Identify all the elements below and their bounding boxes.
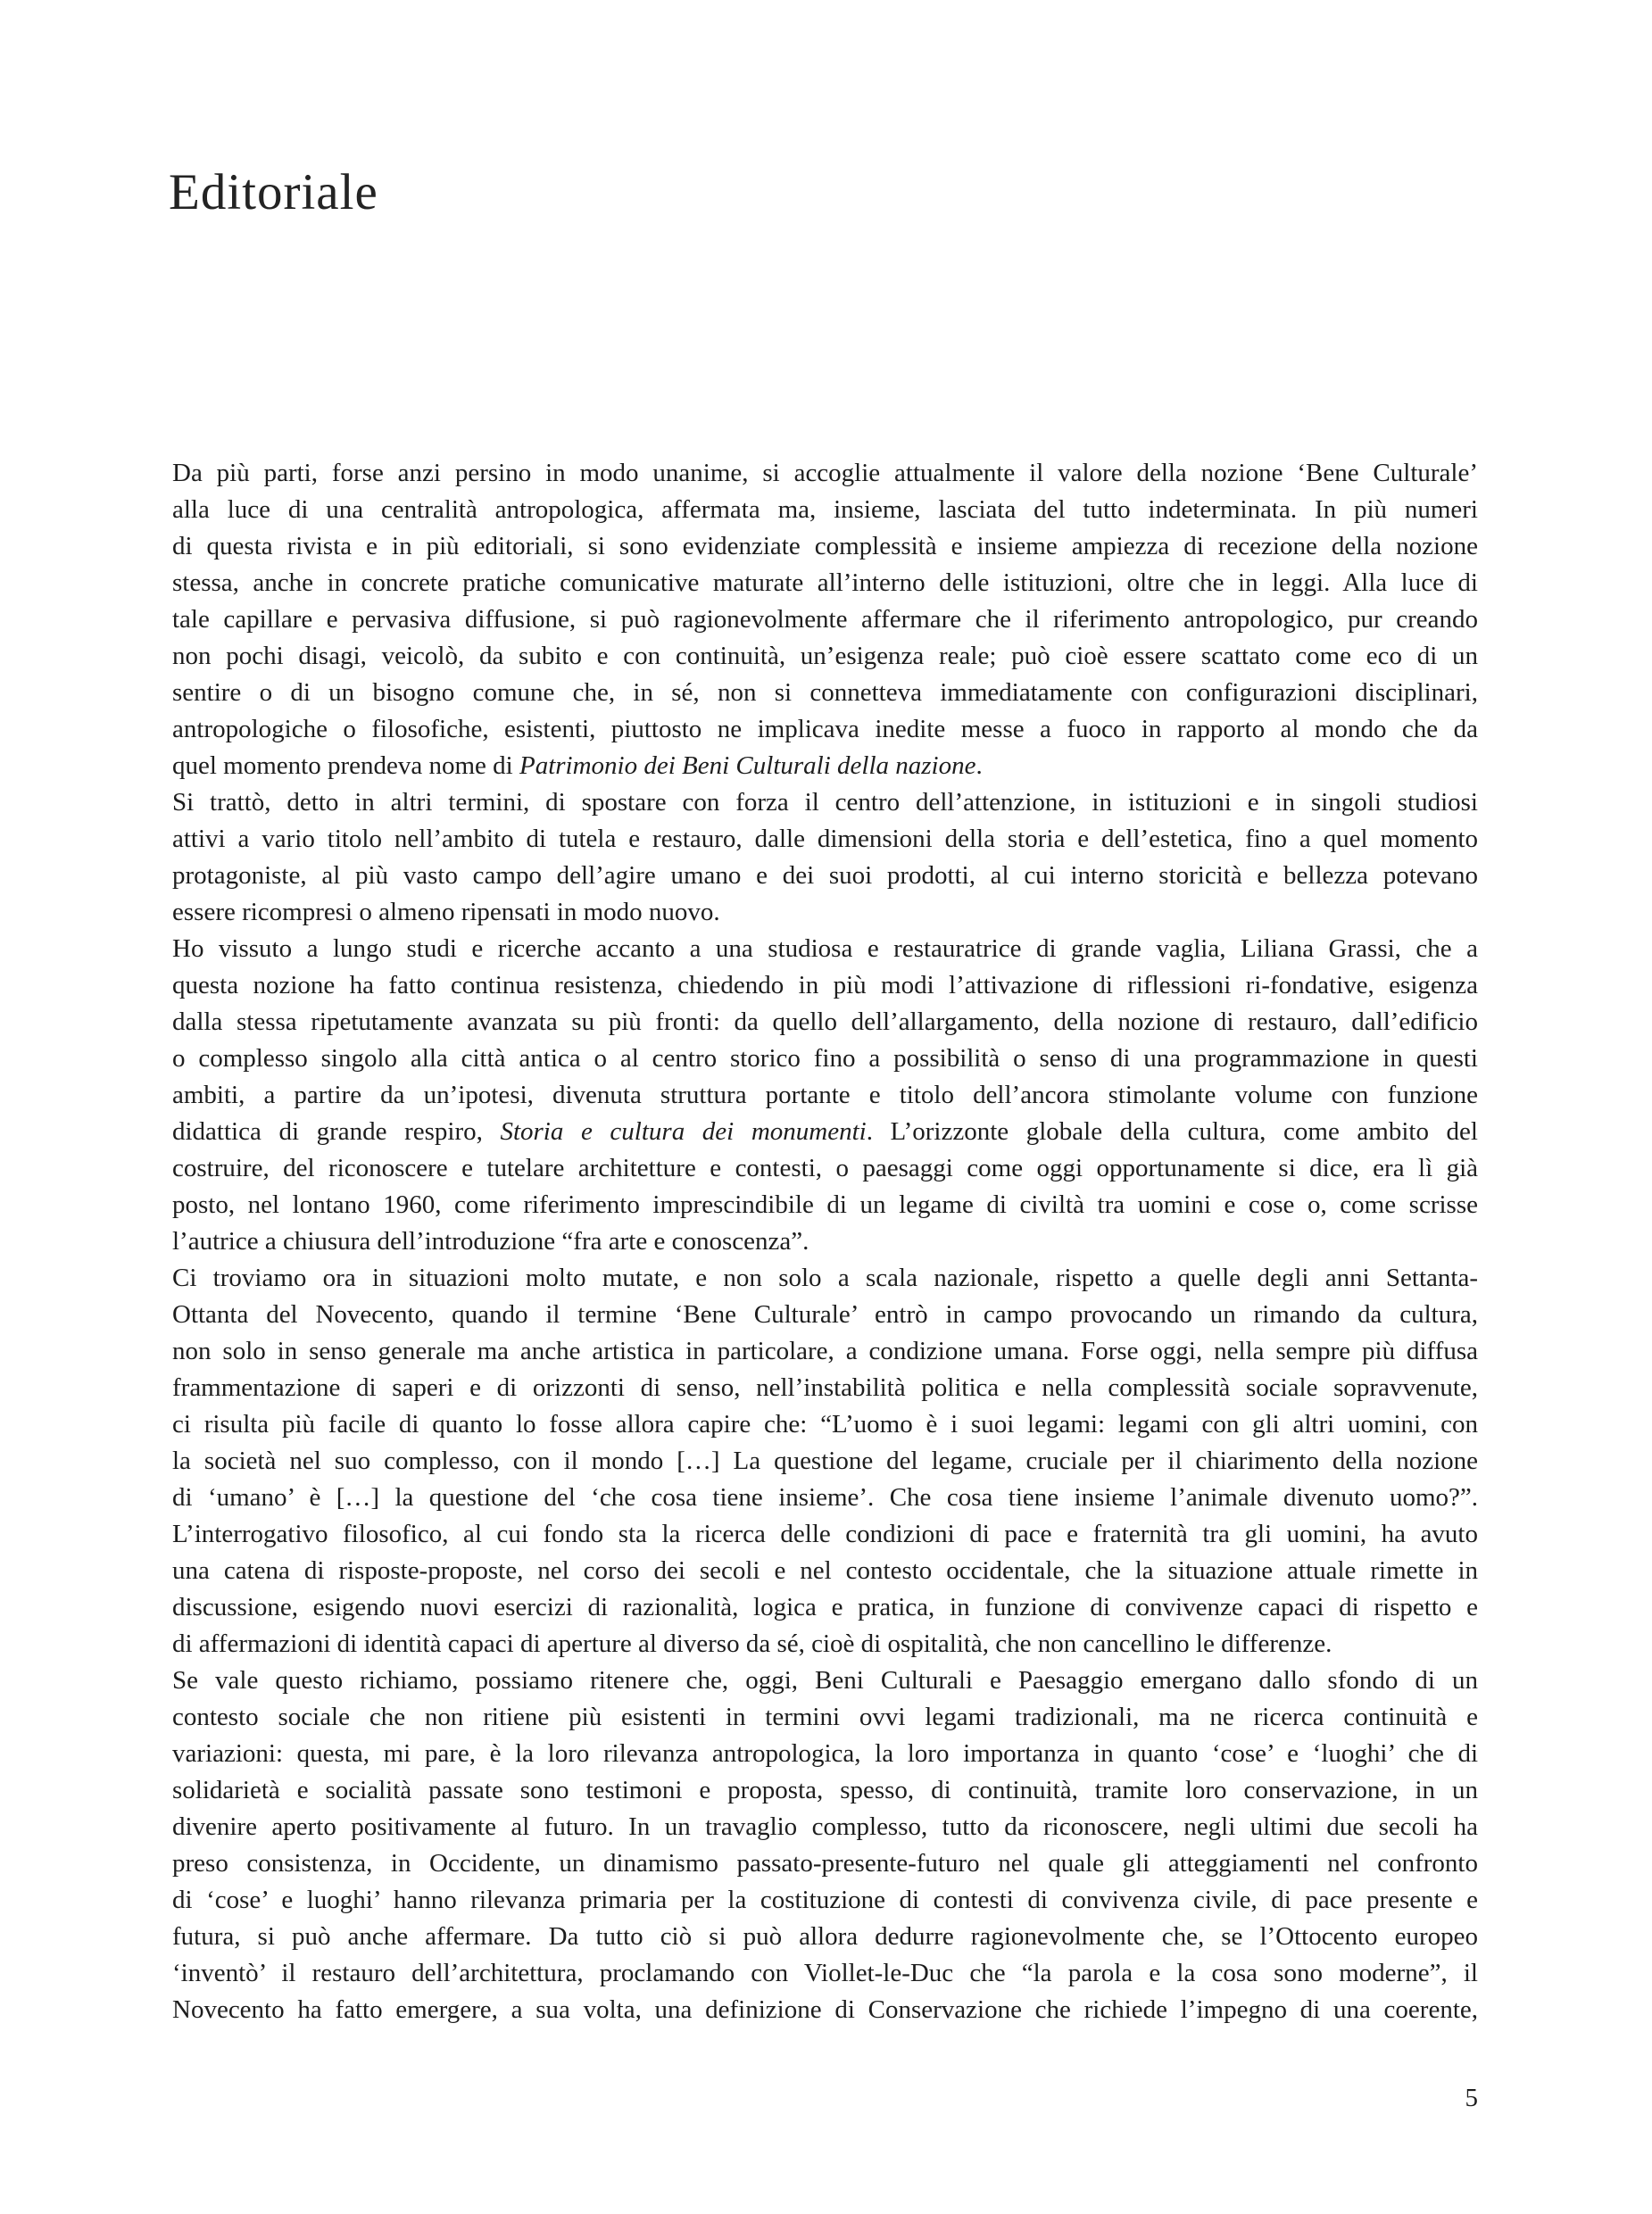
- text-line: [172, 1699, 1478, 1736]
- text-run: divenire aperto positivamente al futuro. In un travaglio complesso, tutto da riconoscere, negli ultimi due secoli ha: [172, 1812, 1478, 1841]
- text-line: [172, 748, 1478, 784]
- text-run: una catena di risposte-proposte, nel corso dei secoli e nel contesto occidentale, che la situazione attuale rimette in: [172, 1556, 1478, 1585]
- text-line: [172, 1955, 1478, 1992]
- text-run: posto, nel lontano 1960, come riferimento imprescindibile di un legame di civiltà tra uomini e cose o, come scrisse: [172, 1190, 1478, 1219]
- text-line: [172, 1992, 1478, 2028]
- text-run: dalla stessa ripetutamente avanzata su più fronti: da quello dell’allargamento, della nozione di restauro, dall’edificio: [172, 1007, 1478, 1036]
- text-run: tale capillare e pervasiva diffusione, si può ragionevolmente affermare che il riferimento antropologico, pur creando: [172, 605, 1478, 634]
- text-line: [172, 1443, 1478, 1480]
- text-line: [172, 1406, 1478, 1443]
- text-line: [172, 1736, 1478, 1772]
- page-title: Editoriale: [169, 164, 378, 220]
- text-run: preso consistenza, in Occidente, un dinamismo passato-presente-futuro nel quale gli atteggiamenti nel confronto: [172, 1849, 1478, 1878]
- text-line: [172, 1333, 1478, 1370]
- text-line: [172, 638, 1478, 675]
- text-line: [172, 1882, 1478, 1919]
- text-run: Novecento ha fatto emergere, a sua volta, una definizione di Conservazione che richiede l’impegno di una coerente,: [172, 1995, 1478, 2024]
- text-run: essere ricompresi o almeno ripensati in modo nuovo.: [172, 898, 720, 926]
- text-run: costruire, del riconoscere e tutelare architetture e contesti, o paesaggi come oggi opportunamente si dice, era lì già: [172, 1154, 1478, 1182]
- text-run: frammentazione di saperi e di orizzonti di senso, nell’instabilità politica e nella complessità sociale sopravvenute,: [172, 1373, 1478, 1402]
- text-line: [172, 1516, 1478, 1553]
- text-run: Se vale questo richiamo, possiamo ritenere che, oggi, Beni Culturali e Paesaggio emergano dallo sfondo di un: [172, 1666, 1478, 1695]
- text-run: Da più parti, forse anzi persino in modo unanime, si accoglie attualmente il valore della nozione ‘Bene Culturale’: [172, 459, 1478, 487]
- text-line: [172, 528, 1478, 565]
- text-run: Ho vissuto a lungo studi e ricerche accanto a una studiosa e restauratrice di grande vaglia, Liliana Grassi, che a: [172, 934, 1478, 963]
- text-run: ambiti, a partire da un’ipotesi, divenuta struttura portante e titolo dell’ancora stimolante volume con funzione: [172, 1081, 1478, 1109]
- text-run: variazioni: questa, mi pare, è la loro rilevanza antropologica, la loro importanza in quanto ‘cose’ e ‘luoghi’ che di: [172, 1739, 1478, 1768]
- text-line: [172, 1260, 1478, 1297]
- text-run: ci risulta più facile di quanto lo fosse allora capire che: “L’uomo è i suoi legami: legami con gli altri uomini, con: [172, 1410, 1478, 1439]
- text-run: .: [975, 751, 983, 780]
- italic-work-title: Patrimonio dei Beni Culturali della nazione: [519, 751, 976, 780]
- italic-work-title: Storia e cultura dei monumenti: [500, 1117, 867, 1146]
- text-line: [172, 1772, 1478, 1809]
- text-run: discussione, esigendo nuovi esercizi di razionalità, logica e pratica, in funzione di convivenze capaci di rispetto e: [172, 1593, 1478, 1621]
- text-line: [172, 821, 1478, 858]
- text-line: [172, 1663, 1478, 1699]
- text-run: attivi a vario titolo nell’ambito di tutela e restauro, dalle dimensioni della storia e dell’estetica, fino a quel momento: [172, 825, 1478, 853]
- text-line: [172, 492, 1478, 528]
- text-line: [172, 1809, 1478, 1845]
- text-run: didattica di grande respiro,: [172, 1117, 501, 1146]
- text-line: [172, 858, 1478, 894]
- text-run: contesto sociale che non ritiene più esistenti in termini ovvi legami tradizionali, ma ne ricerca continuità e: [172, 1703, 1478, 1731]
- text-line: [172, 1370, 1478, 1406]
- text-run: non pochi disagi, veicolò, da subito e con continuità, un’esigenza reale; può cioè essere scattato come eco di un: [172, 642, 1478, 670]
- text-line: [172, 1589, 1478, 1626]
- page-number: 5: [1465, 2084, 1478, 2112]
- text-run: non solo in senso generale ma anche artistica in particolare, a condizione umana. Forse oggi, nella sempre più diffusa: [172, 1337, 1478, 1365]
- text-run: Si trattò, detto in altri termini, di spostare con forza il centro dell’attenzione, in istituzioni e in singoli studiosi: [172, 788, 1478, 817]
- text-run: futura, si può anche affermare. Da tutto ciò si può allora dedurre ragionevolmente che, se l’Ottocento europeo: [172, 1922, 1478, 1951]
- text-run: Ottanta del Novecento, quando il termine ‘Bene Culturale’ entrò in campo provocando un rimando da cultura,: [172, 1300, 1478, 1329]
- text-line: [172, 1004, 1478, 1041]
- text-run: questa nozione ha fatto continua resistenza, chiedendo in più modi l’attivazione di riflessioni ri-fondative, esigenza: [172, 971, 1478, 999]
- text-line: [172, 1919, 1478, 1955]
- text-line: [172, 1297, 1478, 1333]
- text-run: alla luce di una centralità antropologica, affermata ma, insieme, lasciata del tutto indeterminata. In più numeri: [172, 495, 1478, 524]
- text-line: [172, 1626, 1478, 1663]
- text-run: sentire o di un bisogno comune che, in sé, non si connetteva immediatamente con configurazioni disciplinari,: [172, 678, 1478, 707]
- text-line: [172, 1223, 1478, 1260]
- text-line: [172, 601, 1478, 638]
- text-run: L’interrogativo filosofico, al cui fondo sta la ricerca delle condizioni di pace e fraternità tra gli uomini, ha avuto: [172, 1520, 1478, 1548]
- text-run: quel momento prendeva nome di: [172, 751, 519, 780]
- text-line: [172, 1150, 1478, 1187]
- text-run: antropologiche o filosofiche, esistenti, piuttosto ne implicava inedite messe a fuoco in rapporto al mondo che da: [172, 715, 1478, 743]
- text-run: Ci troviamo ora in situazioni molto mutate, e non solo a scala nazionale, rispetto a quelle degli anni Settanta-: [172, 1264, 1478, 1292]
- text-line: [172, 967, 1478, 1004]
- text-run: di ‘umano’ è […] la questione del ‘che cosa tiene insieme’. Che cosa tiene insieme l’animale divenuto uomo?”.: [172, 1483, 1478, 1512]
- text-run: di ‘cose’ e luoghi’ hanno rilevanza primaria per la costituzione di contesti di convivenza civile, di pace presente e: [172, 1886, 1478, 1914]
- text-run: di questa rivista e in più editoriali, si sono evidenziate complessità e insieme ampiezza di recezione della nozione: [172, 532, 1478, 560]
- text-run: o complesso singolo alla città antica o al centro storico fino a possibilità o senso di una programmazione in questi: [172, 1044, 1478, 1073]
- text-run: di affermazioni di identità capaci di aperture al diverso da sé, cioè di ospitalità, che non cancellino le differenze.: [172, 1629, 1332, 1658]
- text-run: l’autrice a chiusura dell’introduzione “fra arte e conoscenza”.: [172, 1227, 809, 1256]
- text-run: la società nel suo complesso, con il mondo […] La questione del legame, cruciale per il chiarimento della nozione: [172, 1447, 1478, 1475]
- text-line: [172, 1114, 1478, 1150]
- text-line: [172, 565, 1478, 601]
- text-run: solidarietà e socialità passate sono testimoni e proposta, spesso, di continuità, tramite loro conservazione, in un: [172, 1776, 1478, 1804]
- text-line: [172, 711, 1478, 748]
- text-run: . L’orizzonte globale della cultura, come ambito del: [866, 1117, 1478, 1146]
- article-body: [172, 455, 1478, 2028]
- text-run: protagoniste, al più vasto campo dell’agire umano e dei suoi prodotti, al cui interno storicità e bellezza potevano: [172, 861, 1478, 890]
- text-line: [172, 1187, 1478, 1223]
- text-line: [172, 1480, 1478, 1516]
- text-line: [172, 675, 1478, 711]
- text-line: [172, 784, 1478, 821]
- text-line: [172, 1041, 1478, 1077]
- text-line: [172, 1077, 1478, 1114]
- text-run: stessa, anche in concrete pratiche comunicative maturate all’interno delle istituzioni, oltre che in leggi. Alla luce di: [172, 568, 1478, 597]
- text-line: [172, 1845, 1478, 1882]
- text-line: [172, 931, 1478, 967]
- text-line: [172, 894, 1478, 931]
- text-run: ‘inventò’ il restauro dell’architettura, proclamando con Viollet-le-Duc che “la parola e la cosa sono moderne”, il: [172, 1959, 1478, 1987]
- text-line: [172, 1553, 1478, 1589]
- text-line: [172, 455, 1478, 492]
